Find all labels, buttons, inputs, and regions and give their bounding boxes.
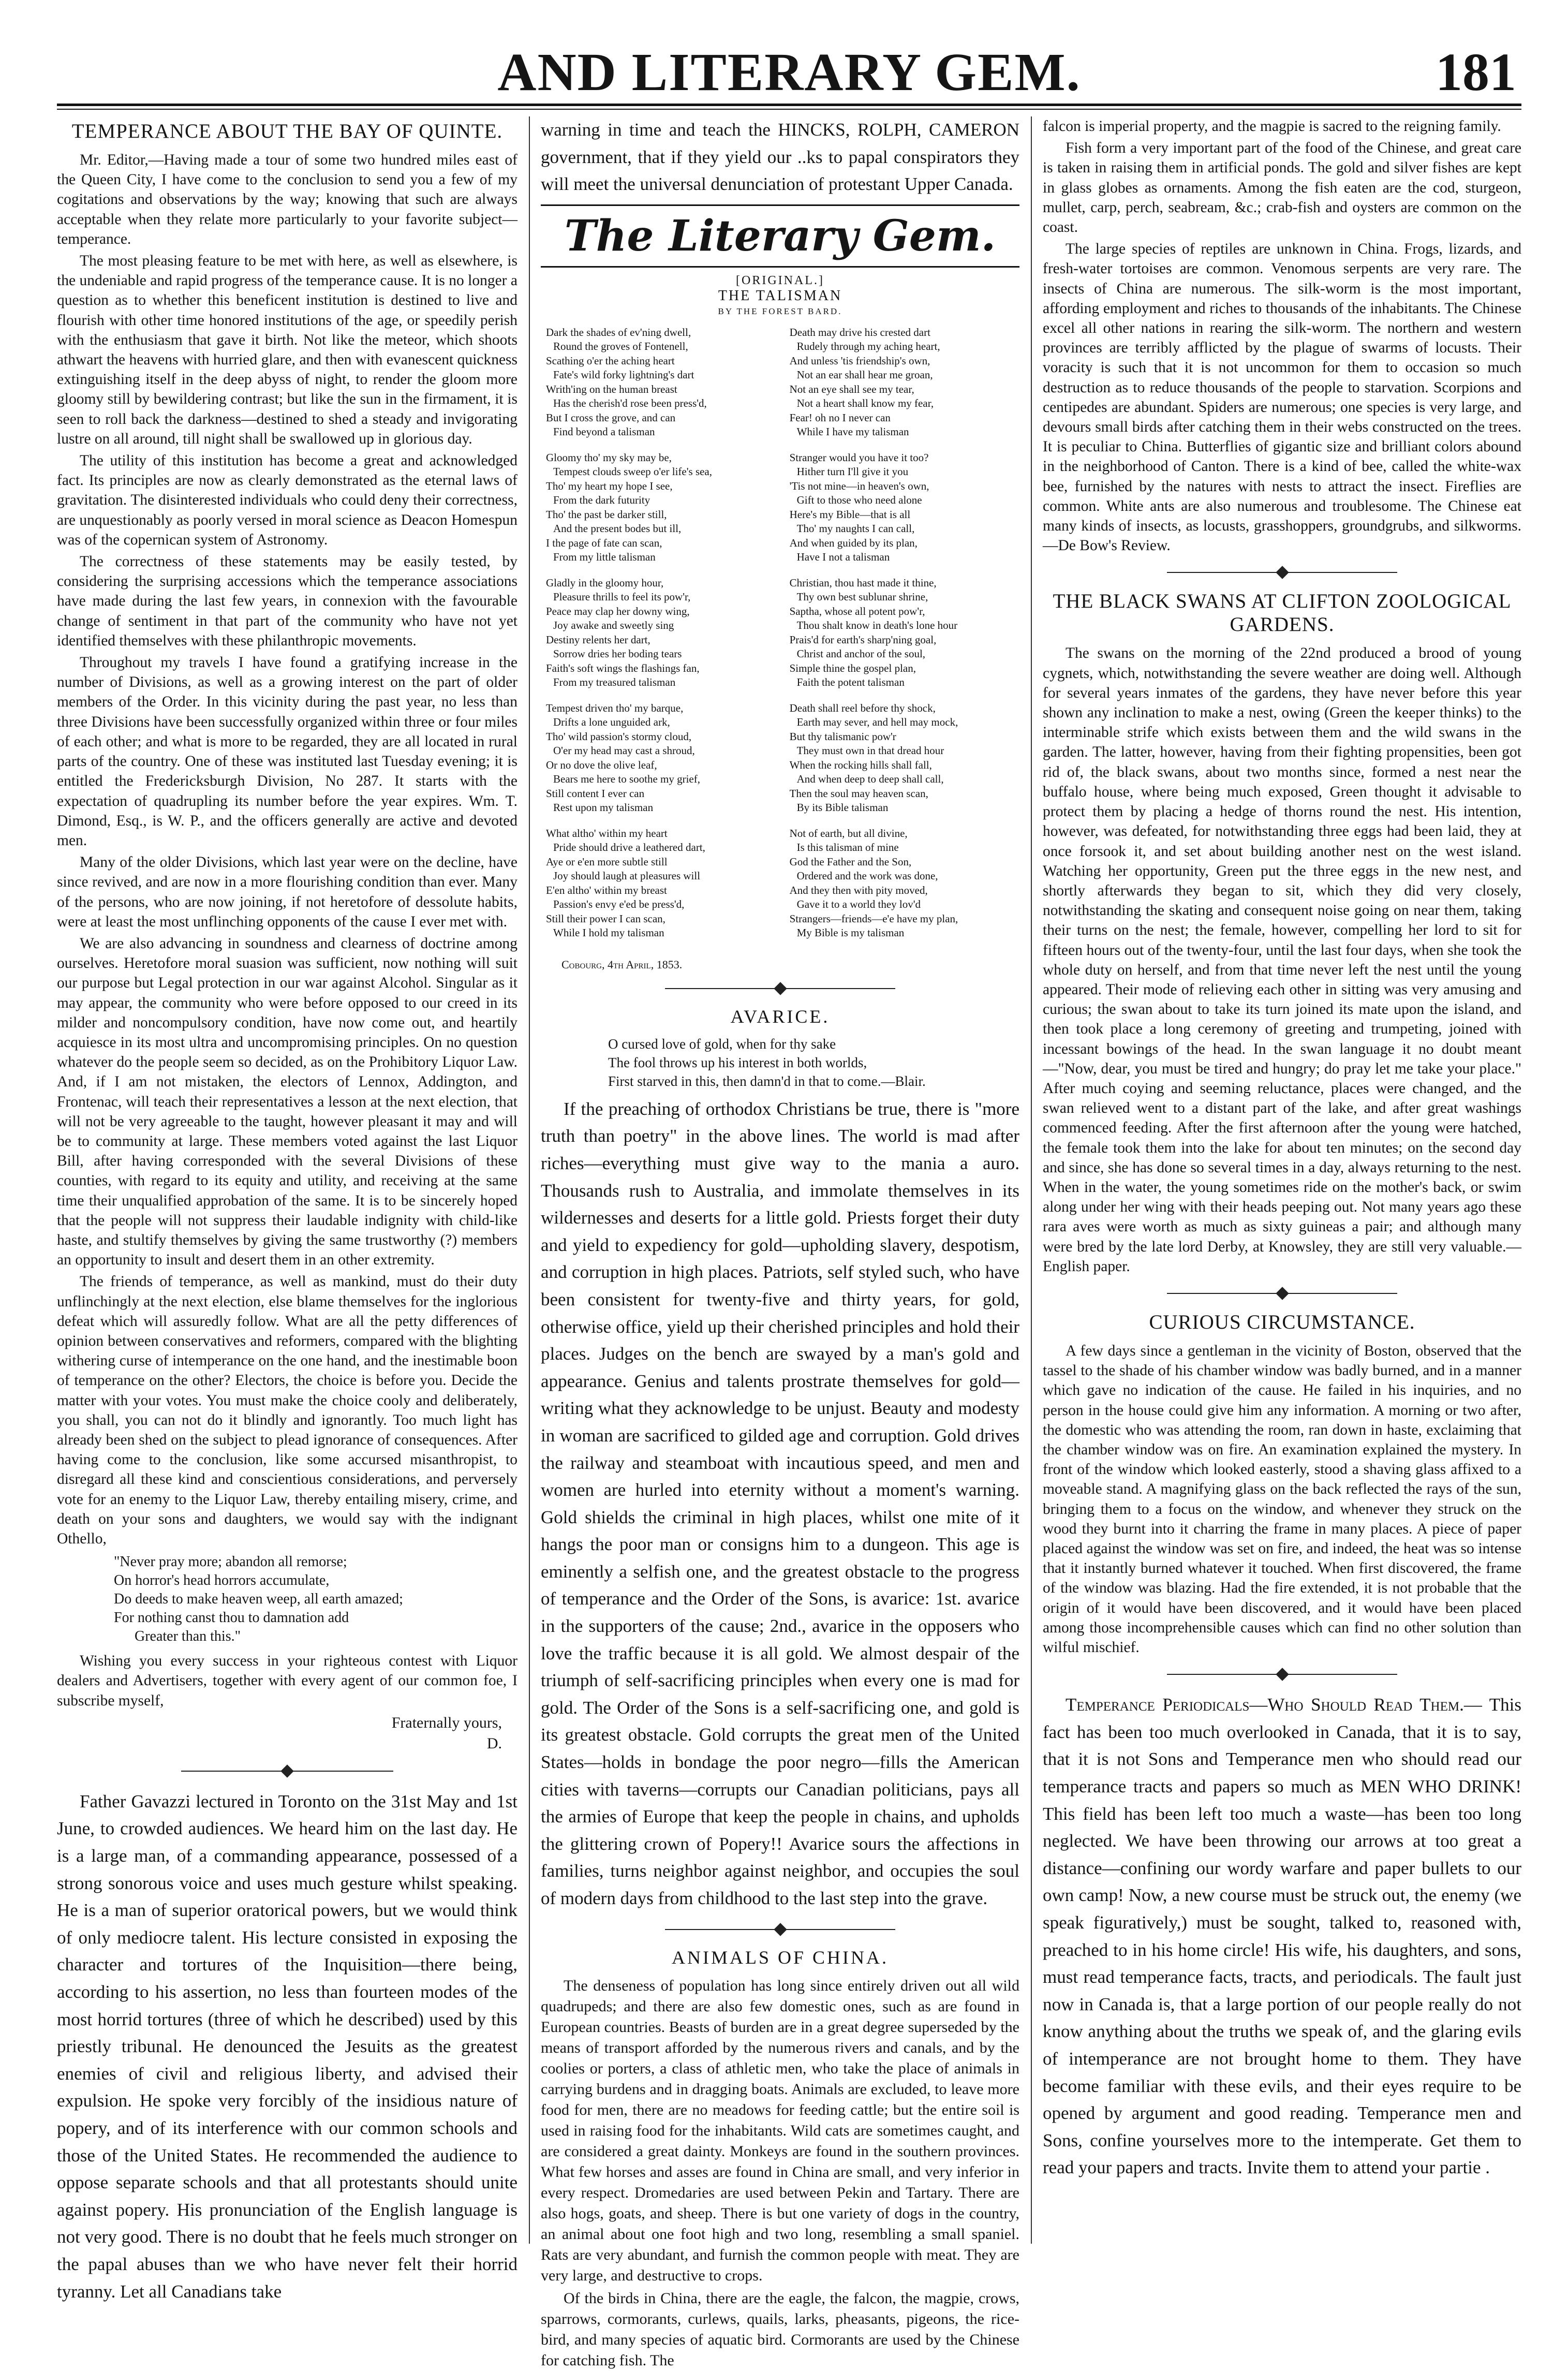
section-banner: The Literary Gem.: [541, 204, 1019, 268]
poem-line: O'er my head may cast a shroud,: [553, 744, 695, 757]
verse-line: First starved in this, then damn'd in that to come.—Blair.: [608, 1073, 926, 1089]
poem-line: God the Father and the Son,: [789, 855, 912, 868]
section-divider: [1043, 565, 1521, 580]
article-heading: TEMPERANCE ABOUT THE BAY OF QUINTE.: [71, 120, 503, 142]
paragraph: Fish form a very important part of the food of the Chinese, and great care is taken in raising them in artificial ponds. The gold and silver fishes are kept in glass globes as ornaments. Among the fish eaten are the cod, sturgeon, mullet, carp, perch, seabream, &c.; crab-fish and oysters are common on the coast.: [1043, 140, 1521, 236]
paragraph: Throughout my travels I have found a gratifying increase in the number of Divisions, as well as a growing interest on the part of older members of the Order. In this vicinity during the past year, no less than three Divisions have been successfully organized within three or four miles of each other; and what is more to be regarded, they are all located in rural parts of the country. One of these was instituted last Tuesday evening; it is entitled the Fredericksburgh Division, No 287. It starts with the expectation of quadrupling its number before the year expires. Wm. T. Dimond, Esq., is W. P., and the officers generally are active and devoted men.: [57, 654, 517, 849]
poem-line: Round the groves of Fontenell,: [553, 340, 688, 353]
column-1: [57, 116, 517, 2302]
poem-line: Joy awake and sweetly sing: [553, 619, 674, 632]
poem: [546, 326, 1014, 952]
poem-line: Stranger would you have it too?: [789, 451, 929, 464]
poem-line: Christ and anchor of the soul,: [796, 647, 926, 660]
poem-author: BY THE FOREST BARD.: [718, 306, 842, 316]
section-divider: [541, 1922, 1019, 1937]
poem-line: Fate's wild forky lightning's dart: [553, 369, 694, 381]
poem-line: Tempest clouds sweep o'er life's sea,: [553, 465, 713, 478]
verse-line: On horror's head horrors accumulate,: [114, 1572, 330, 1589]
poem-line: Tempest driven tho' my barque,: [546, 701, 684, 714]
paragraph: [1043, 1691, 1521, 2182]
poem-line: And unless 'tis friendship's own,: [789, 354, 930, 367]
masthead-title: AND LITERARY GEM.: [497, 42, 1081, 102]
poem-line: Then the soul may heaven scan,: [789, 787, 928, 800]
poem-line: Fear! oh no I never can: [789, 411, 891, 424]
poem-line: Sorrow dries her boding tears: [553, 647, 682, 660]
paragraph: Of the birds in China, there are the eagle, the falcon, the magpie, crows, sparrows, cormorants, curlews, quails, larks, pheasants, pigeons, the rice-bird, and many species of aquatic bird. Cormorants are used by the Chinese for catching fish. The: [541, 2289, 1019, 2369]
poem-line: What altho' within my heart: [546, 827, 668, 840]
paragraph: Wishing you every success in your righteous contest with Liquor dealers and Advertisers, together with every agent of our common foe, I subscribe myself,: [57, 1653, 517, 1709]
paragraph: falcon is imperial property, and the magpie is sacred to the reigning family.: [1043, 118, 1501, 135]
poem-line: Bears me here to soothe my grief,: [553, 773, 700, 786]
poem-title: THE TALISMAN: [718, 287, 842, 304]
poem-line: Passion's envy e'ed be press'd,: [553, 898, 685, 911]
paragraph: The friends of temperance, as well as mankind, must do their duty unflinchingly at the next election, else blame themselves for the inglorious defeat which will assuredly follow. What are all the petty differences of opinion between conservatives and reformers, compared with the blighting withering curse of intemperance on the one hand, and the inestimable boon of temperance on the other? Electors, the choice is before you. Decide the matter with your votes. You must make the choice cooly and deliberately, you shall, you can not do it blindly and ignorantly. Too much light has already been shed on the subject to plead ignorance of consequences. After having come to the conclusion, like some accursed misanthropist, to disregard all these kind and conscientious considerations, and perversely vote for an enemy to the Liquor Law, thereby entailing misery, crime, and death on your sons and daughters, we would say with the indignant Othello,: [57, 1273, 517, 1548]
paragraph: A few days since a gentleman in the vicinity of Boston, observed that the tassel to the shade of his chamber window was badly burned, and in a manner which gave no indication of the cause. He failed in his inquiries, and no person in the house could give him any information. A morning or two after, the domestic who was attending the room, ran down in haste, exclaiming that the chamber window was on fire. An examination explained the mystery. In front of the window which looked easterly, stood a shaving glass affixed to a moveable stand. A magnifying glass on the back reflected the rays of the sun, bringing them to a focus on the window, and whenever they struck on the wood they burnt into it charring the frame in many places. A piece of paper placed against the window was set on fire, and indeed, the heat was so intense that it instantly burned whatever it touched. When first discovered, the frame of the window was blazing. Had the fire extended, it is not probable that the origin of it would have been discovered, and it would have been placed among those incomprehensible causes which can find no other solution than wilful mischief.: [1043, 1342, 1521, 1656]
poem-line: Earth may sever, and hell may mock,: [796, 716, 958, 729]
section-divider: [1043, 1667, 1521, 1682]
poem-line: While I hold my talisman: [553, 926, 664, 939]
poem-line: Gift to those who need alone: [796, 494, 922, 507]
signoff: Fraternally yours,: [391, 1714, 502, 1731]
poem-line: I the page of fate can scan,: [546, 536, 662, 549]
masthead-rule: [57, 104, 1521, 106]
poem-line: Pride should drive a leathered dart,: [553, 841, 705, 854]
poem-line: Death shall reel before thy shock,: [789, 701, 936, 714]
paragraph: If the preaching of orthodox Christians be true, there is "more truth than poetry" in the above lines. The world is mad after riches—everything must give way to the mania a auro. Thousands rush to Australia, and immolate themselves in its wildernesses and deserts for a little gold. Priests forget their duty and yield to expediency for gold—upholding slavery, despotism, and corruption in high places. Patriots, self styled such, who have been consistent for twenty-five and thirty years, for gold, otherwise office, yield up their cherished principles and hold their places. Judges on the bench are swayed by a man's gold and appearance. Genius and talents prostrate themselves for gold—writing what they acknowledge to be unjust. Beauty and modesty in woman are sacrificed to gilded age and corruption. Gold drives the railway and steamboat with incautious speed, and men and women are hurled into eternity without a moment's warning. Gold shields the criminal in high places, whilst one mite of it hangs the poor man or consigns him to a dungeon. This age is eminently a selfish one, and the greatest obstacle to the progress of temperance and the Order of the Sons, is avarice: 1st. avarice in the supporters of the cause; 2nd., avarice in the opposers who love the traffic because it is all gold. We almost despair of the triumph of self-sacrificing principles when every one is mad for gold. The Order of the Sons is a self-sacrificing one, and gold is its greatest obstacle. Gold corrupts the great men of the United States—holds in bondage the poor negro—fills the American cities with taverns—corrupts our Canadian politicians, pays all the armies of Europe that keep the people in chains, and upholds the glittering crown of Popery!! Avarice sours the affections in families, turns neighbor against neighbor, and occupies the soul of modern days from childhood to the last step into the grave.: [541, 1098, 1019, 1908]
poem-stanza: [546, 576, 771, 690]
poem-place-date: Cobourg, 4th April, 1853.: [561, 958, 683, 971]
poem-line: Ordered and the work was done,: [796, 870, 938, 882]
column-3: [1043, 116, 1521, 2244]
poem-line: E'en altho' within my breast: [546, 883, 667, 896]
verse-line: "Never pray more; abandon all remorse;: [114, 1554, 347, 1570]
poem-line: Is this talisman of mine: [796, 841, 899, 854]
verse-line: Greater than this.": [135, 1628, 241, 1645]
paragraph: The utility of this institution has become a great and acknowledged fact. Its principles are now as clearly demonstrated as the eternal laws of gravitation. The disinterested individuals who could deny their correctness, are unquestionably as poorly versed in moral science as Deacon Homespun was of the copernican system of Astronomy.: [57, 452, 517, 548]
poem-column-left: [546, 326, 771, 952]
run-in-heading: Temperance Periodicals—Who Should Read Them.—: [1066, 1695, 1482, 1715]
poem-line: Rest upon my talisman: [553, 801, 654, 814]
masthead-rule-thin: [57, 109, 1521, 110]
poem-line: But I cross the grove, and can: [546, 411, 676, 424]
paragraph: The correctness of these statements may be easily tested, by considering the surprising accessions which the temperance associations have made during the last few years, in connexion with the favourable change of sentiment in that part of the community who have not yet identified themselves with these philanthropic movements.: [57, 553, 517, 649]
poem-line: They must own in that dread hour: [796, 744, 944, 757]
poem-line: Simple thine the gospel plan,: [789, 661, 916, 674]
poem-line: Rudely through my aching heart,: [796, 340, 940, 353]
poem-line: But thy talismanic pow'r: [789, 730, 896, 743]
poem-line: Hither turn I'll give it you: [796, 465, 909, 478]
paragraph: Many of the older Divisions, which last year were on the decline, have since revived, and are now in a more flourishing condition than ever. Many of the persons, who are now joining, if not heretofore of dessolute habits, were at least the most unflinching opponents of the cause I ever met with.: [57, 854, 517, 930]
poem-line: Find beyond a talisman: [553, 425, 655, 438]
poem-line: And when deep to deep shall call,: [796, 773, 944, 786]
poem-line: Not an ear shall hear me groan,: [796, 369, 933, 381]
original-tag: [ORIGINAL.]: [736, 273, 824, 287]
poem-line: Death may drive his crested dart: [789, 326, 930, 338]
poem-line: Has the cherish'd rose been press'd,: [553, 397, 707, 410]
poem-stanza: [546, 451, 771, 565]
verse-line: O cursed love of gold, when for thy sake: [608, 1036, 836, 1052]
poem-line: Tho' wild passion's stormy cloud,: [546, 730, 692, 743]
poem-line: Have I not a talisman: [796, 551, 890, 564]
poem-line: Writh'ing on the human breast: [546, 382, 677, 395]
article-heading: CURIOUS CIRCUMSTANCE.: [1149, 1310, 1415, 1333]
poem-line: My Bible is my talisman: [796, 926, 905, 939]
column-divider: [529, 116, 530, 2244]
page-number: 181: [1436, 42, 1516, 102]
quoted-verse: [114, 1553, 517, 1646]
column-2: [541, 116, 1019, 2369]
paragraph: We are also advancing in soundness and clearness of doctrine among ourselves. Heretofore moral suasion was sufficient, now nothing will suit our purpose but Legal protection in our war against Alcohol. Singular as it may appear, the community who were before opposed to our creed in its milder and noncompulsory condition, have now come out, and heartily acquiesce in its most ultra and uncompromising principles. On no question whatever do the people seem so decided, as on the Prohibitory Liquor Law. And, if I am not mistaken, the electors of Lennox, Addington, and Frontenac, will teach their representatives a lesson at the next election, that will not be very agreeable to the taught, however pleasant it may and will be to community at large. These members voted against the last Liquor Bill, after having corresponded with the several Divisions of these counties, with regard to its equity and utility, and receiving at the same time their unqualified approbation of the same. It is to be sincerely hoped that the people will not suppress their laudable indignity with child-like haste, and stultify themselves by giving the same trustworthy (?) members an opportunity to insult and desert them in an other extremity.: [57, 935, 517, 1269]
poem-line: Gladly in the gloomy hour,: [546, 576, 664, 589]
paragraph: The most pleasing feature to be met with here, as well as elsewhere, is the undeniable and rapid progress of the temperance cause. It is no longer a question as to whether this beneficent institution is destined to live and flourish with other time honored institutions of the age, or speedily perish with the enthusiasm that gave it birth. Not like the meteor, which shoots athwart the heavens with hurried glare, and then with evanescent quickness extinguishing itself in the deep abyss of night, to render the gloom more gloomy still by bewildering contrast; but like the sun in the firmament, it is seen to roll back the darkness—destined to shed a steady and invigorating lustre on all around, till night shall be swallowed up in glorious day.: [57, 253, 517, 447]
signature: D.: [486, 1734, 502, 1752]
poem-line: Gave it to a world they lov'd: [796, 898, 921, 911]
poem-line: Joy should laugh at pleasures will: [553, 870, 701, 882]
poem-line: And the present bodes but ill,: [553, 522, 682, 535]
verse-line: For nothing canst thou to damnation add: [114, 1610, 349, 1626]
poem-stanza: [790, 701, 1014, 815]
poem-line: Strangers—friends—e'e have my plan,: [789, 912, 958, 925]
poem-line: Tho' my naughts I can call,: [796, 522, 915, 535]
poem-line: Not of earth, but all divine,: [789, 827, 908, 840]
poem-line: 'Tis not mine—in heaven's own,: [789, 479, 929, 492]
poem-line: Still their power I can scan,: [546, 912, 665, 925]
poem-stanza: [546, 326, 771, 439]
poem-line: From my treasured talisman: [553, 676, 676, 689]
poem-line: Prais'd for earth's sharp'ning goal,: [789, 633, 937, 646]
section-divider: [1043, 1286, 1521, 1301]
poem-stanza: [790, 576, 1014, 690]
article-heading: THE BLACK SWANS AT CLIFTON ZOOLOGICAL GARDENS.: [1053, 590, 1512, 636]
paragraph-text: This fact has been too much overlooked in Canada, that it is to say, that it is not Sons and Temperance men who should read our temperance tracts and papers so much as MEN WHO DRINK! This field has been left too much a waste—has been too long neglected. We have been throwing our arrows at too great a distance—confining our wordy warfare and paper bullets to our own camp! Now, a new course must be struck out, the enemy (we speak figuratively,) must be sought, talked to, reasoned with, preached to in his home circle! His wife, his daughters, and sons, must read temperance facts, tracts, and periodicals. The fault just now in Canada is, that a large portion of our people really do not know anything about the truths we speak of, and the glaring evils of intemperance are not brought home to them. They have become familiar with these evils, and their eyes require to be opened by argument and good reading. Temperance men and Sons, confine yourselves more to the intemperate. Get them to read your papers and tracts. Invite them to attend your partie .: [1043, 1695, 1521, 2178]
poem-stanza: [546, 827, 771, 940]
poem-line: Gloomy tho' my sky may be,: [546, 451, 672, 464]
paragraph: Father Gavazzi lectured in Toronto on the 31st May and 1st June, to crowded audiences. We heard him on the last day. He is a large man, of a commanding appearance, possessed of a strong sonorous voice and uses much gesture whilst speaking. He is a man of superior oratorical powers, but we would think of only mediocre talent. His lecture consisted in exposing the character and tortures of the Inquisition—there being, according to his assertion, no less than fourteen modes of the most horrid tortures (three of which he described) used by this priestly tribunal. He denounced the Jesuits as the greatest enemies of civil and religious liberty, and advised their expulsion. He spoke very forcibly of the insidious nature of popery, and of its interference with our common schools and those of the United States. He recommended the audience to oppose separate schools and that all protestants should unite against popery. His pronunciation of the English language is not very good. There is no doubt that he feels much stronger on the papal abuses than we who have never felt their horrid tyranny. Let all Canadians take: [57, 1791, 517, 2302]
masthead: [57, 41, 1521, 104]
poem-line: Tho' my heart my hope I see,: [546, 479, 673, 492]
paragraph: Mr. Editor,—Having made a tour of some two hundred miles east of the Queen City, I have come to the conclusion to send you a few of my cogitations and observations by the way; knowing that such are always acceptable when they relate more particularly to your favorite subject—temperance.: [57, 152, 517, 247]
section-divider: [57, 1763, 517, 1779]
column-divider: [1031, 116, 1032, 2244]
poem-line: Peace may clap her downy wing,: [546, 605, 690, 617]
poem-stanza: [790, 451, 1014, 565]
poem-line: Aye or e'en more subtle still: [546, 855, 668, 868]
poem-line: Thy own best sublunar shrine,: [796, 591, 928, 603]
verse-line: Do deeds to make heaven weep, all earth amazed;: [114, 1591, 403, 1608]
poem-line: Here's my Bible—that is all: [789, 508, 911, 521]
paragraph: The large species of reptiles are unknown in China. Frogs, lizards, and fresh-water tortoises are common. Venomous serpents are very rare. The insects of China are numerous. The silk-worm is the most important, affording employment and riches to thousands of the inhabitants. The Chinese excel all other nations in rearing the silk-worm. The northern and western provinces are terribly afflicted by the plague of swarms of locusts. Their voracity is such that it is not uncommon for them to occasion so much destruction as to reduce thousands of the people to starvation. Scorpions and centipedes are abundant. Spiders are numerous; one species is very large, and devours small birds after catching them in their webs constructed on the trees. It is peculiar to China. Butterflies of gigantic size and brilliant colors abound in the neighborhood of Canton. There is a kind of bee, called the white-wax bee, furnished by the natures with nests to attract the insect. Fireflies are common. White ants are also numerous and troublesome. The Chinese eat many kinds of insects, as locusts, grasshoppers, groundgrubs, and silkworms.—De Bow's Review.: [1043, 241, 1521, 554]
poem-line: Drifts a lone unguided ark,: [553, 716, 670, 729]
poem-line: Faith the potent talisman: [796, 676, 905, 689]
poem-line: While I have my talisman: [796, 425, 909, 438]
article-heading: AVARICE.: [730, 1006, 830, 1027]
poem-line: Or no dove the olive leaf,: [546, 758, 657, 771]
poem-line: Faith's soft wings the flashings fan,: [546, 661, 700, 674]
quoted-verse: [608, 1035, 1019, 1091]
poem-line: When the rocking hills shall fall,: [789, 758, 932, 771]
verse-line: The fool throws up his interest in both worlds,: [608, 1054, 867, 1070]
poem-line: Dark the shades of ev'ning dwell,: [546, 326, 691, 338]
poem-line: Saptha, whose all potent pow'r,: [789, 605, 925, 617]
poem-line: Destiny relents her dart,: [546, 633, 650, 646]
poem-line: Christian, thou hast made it thine,: [789, 576, 937, 589]
paragraph: The denseness of population has long since entirely driven out all wild quadrupeds; and there are also few domestic ones, such as are found in European countries. Beasts of burden are in a great degree superseded by the means of transport afforded by the numerous rivers and canals, and by the coolies or porters, a class of athletic men, who take the place of animals in carrying burdens and in dragging boats. Animals are excluded, to leave more food for men, there are no meadows for feeding cattle; but the entire soil is used in raising food for the inhabitants. Wild cats are sometimes caught, and are considered a great dainty. Monkeys are found in the southern provinces. What few horses and asses are found in China are small, and very inferior in every respect. Dromedaries are used between Pekin and Tartary. There are also hogs, goats, and sheep. There is but one variety of dogs in the country, an animal about one foot high and two long, resembling a small spaniel. Rats are very abundant, and furnish the common people with meat. They are very large, and destructive to crops.: [541, 1977, 1019, 2284]
paragraph: warning in time and teach the HINCKS, ROLPH, CAMERON government, that if they yield our ..ks to papal conspirators they will meet the universal denunciation of protestant Upper Canada.: [541, 120, 1019, 195]
poem-line: By its Bible talisman: [796, 801, 889, 814]
paragraph: The swans on the morning of the 22nd produced a brood of young cygnets, which, notwithstanding the severe weather are doing well. Although for several years inmates of the gardens, they have never before this year shown any inclination to make a nest, owing (Green the keeper thinks) to the interminable strife which exists between them and the wild swans in the garden. The latter, however, having from their fighting propensities, been got rid of, the black swans, about two months since, formed a nest near the buffalo house, where being much exposed, Green thought it advisable to protect them by placing a hedge of thorns round the nest. His intention, however, was defeated, for notwithstanding three eggs had been laid, they at once forsook it, and set about building another nest on the west island. Watching her opportunity, Green put the three eggs in the new nest, and shortly afterwards they began to sit, which they did very closely, notwithstanding the skating and consequent noise going on near them, taking their turns on the nest; the female, however, compelling her lord to sit for fifteen hours out of the twenty-four, until the last four days, when she took the whole duty on herself, and from that time never left the nest until the young appeared. Their mode of relieving each other in sitting was very amusing and curious; the swan about to take its turn joined its mate upon the island, and then took place a long ceremony of greeting and trumpeting, joined with incessant bowings of the head. In the swan language it no doubt meant—"Now, dear, you must be tired and hungry; do pray let me take your place." After much coying and seeming reluctance, places were changed, and the swan relieved went to a distant part of the lake, and after great washings commenced feeding. After the first afternoon after the young were hatched, the female took them into the lake for about ten minutes; on the second day and since, she has done so several times in a day, always returning to the nest. When in the water, the young sometimes ride on the mother's back, or swim along under her wing with their heads peeping out. Not many years ago these rara aves were worth as much as sixty guineas a pair; and although many were bred by the late lord Derby, at Knowsley, they are still very valuable.—English paper.: [1043, 645, 1521, 1275]
poem-stanza: [790, 827, 1014, 940]
poem-line: Tho' the past be darker still,: [546, 508, 667, 521]
poem-line: And when guided by its plan,: [789, 536, 918, 549]
section-divider: [541, 981, 1019, 996]
poem-line: Pleasure thrills to feel its pow'r,: [553, 591, 691, 603]
article-heading: ANIMALS OF CHINA.: [671, 1947, 889, 1968]
poem-line: From my little talisman: [553, 551, 656, 564]
poem-stanza: [546, 701, 771, 815]
poem-line: Still content I ever can: [546, 787, 645, 800]
poem-line: Thou shalt know in death's lone hour: [796, 619, 958, 632]
poem-line: Not a heart shall know my fear,: [796, 397, 934, 410]
poem-line: Not an eye shall see my tear,: [789, 382, 914, 395]
poem-line: And they then with pity moved,: [789, 883, 928, 896]
poem-column-right: [790, 326, 1014, 952]
poem-line: Scathing o'er the aching heart: [546, 354, 675, 367]
poem-stanza: [790, 326, 1014, 439]
poem-line: From the dark futurity: [553, 494, 650, 507]
